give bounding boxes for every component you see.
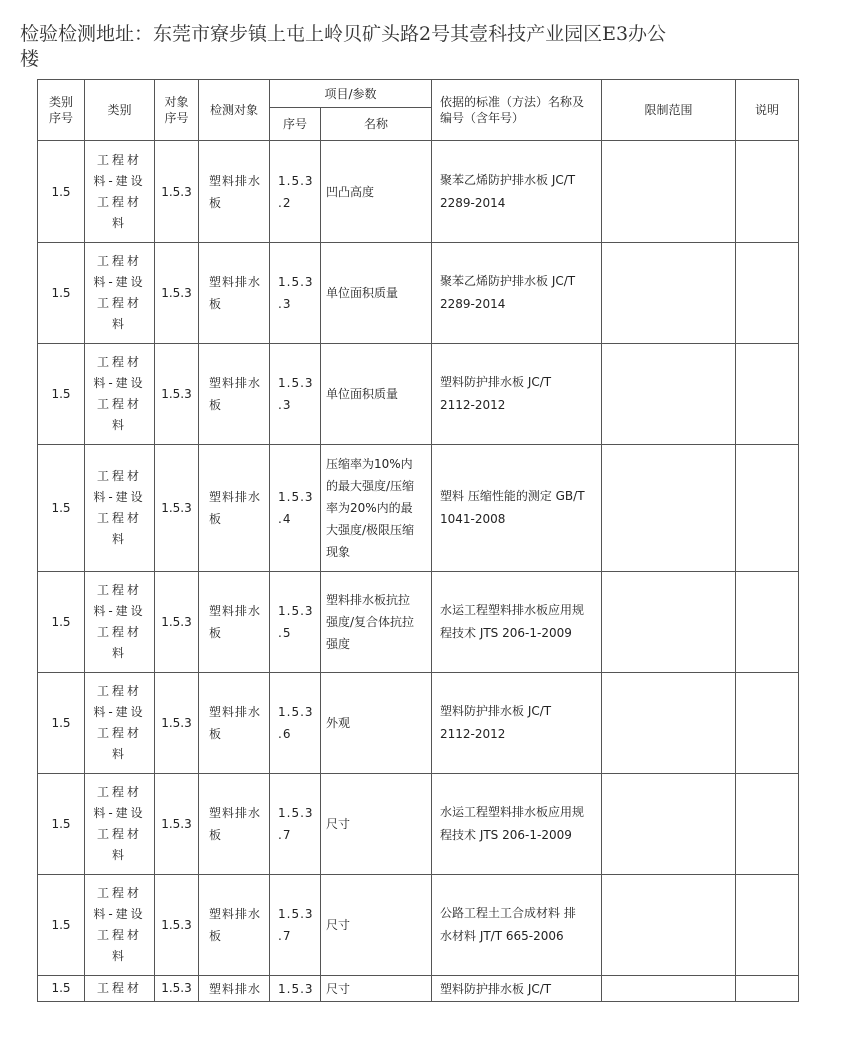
cell-category-line: 工程材 bbox=[96, 827, 142, 841]
cell-category-line: 料-建设 bbox=[93, 705, 146, 719]
cell-category bbox=[85, 572, 155, 673]
cell-category-line: 工程材 bbox=[96, 583, 142, 597]
address-line-1: 检验检测地址：东莞市寮步镇上屯上岭贝矿头路2号其壹科技产业园区E3办公 bbox=[20, 23, 667, 45]
cell-item-name bbox=[321, 243, 432, 344]
cell-category bbox=[85, 774, 155, 875]
cell-limit bbox=[602, 344, 736, 445]
cell-category-line: 工程材 bbox=[96, 397, 142, 411]
cell-item-seq-line: .3 bbox=[278, 297, 292, 311]
cell-category-line: 料-建设 bbox=[93, 806, 146, 820]
cell-item-seq bbox=[270, 572, 321, 673]
cell-category-line: 料 bbox=[111, 532, 127, 546]
cell-object-line: 塑料排水 bbox=[209, 806, 262, 820]
cell-standard bbox=[432, 673, 602, 774]
header-cat-seq: 类别 序号 bbox=[38, 80, 85, 141]
cell-category-line: 料-建设 bbox=[93, 490, 146, 504]
cell-category-line: 工程材 bbox=[96, 785, 142, 799]
cell-standard-line: 水运工程塑料排水板应用规 bbox=[440, 805, 585, 819]
cell-cat-seq: 1.5 bbox=[38, 344, 85, 445]
cell-category-line: 工程材 bbox=[96, 886, 142, 900]
header-obj: 检测对象 bbox=[199, 80, 270, 141]
cell-cat-seq: 1.5 bbox=[38, 243, 85, 344]
table-row bbox=[38, 774, 799, 875]
cell-item-name bbox=[321, 572, 432, 673]
cell-item-name-line: 单位面积质量 bbox=[326, 387, 399, 401]
cell-category-line: 工程材 bbox=[96, 152, 142, 167]
cell-item-name-line: 现象 bbox=[326, 545, 351, 559]
cell-object-line: 板 bbox=[209, 398, 223, 412]
cell-item-name bbox=[321, 976, 432, 1002]
cell-item-seq-line: .5 bbox=[278, 626, 292, 640]
cell-category-line: 料-建设 bbox=[93, 907, 146, 921]
cell-item-seq-line: .4 bbox=[278, 512, 292, 526]
cell-item-name-line: 尺寸 bbox=[326, 817, 351, 831]
table-row bbox=[38, 976, 799, 1002]
cell-object bbox=[199, 141, 270, 243]
cell-category-line: 工程材 bbox=[96, 355, 142, 369]
cell-item-name-line: 强度 bbox=[326, 637, 351, 651]
page-header bbox=[20, 22, 820, 72]
inspection-table bbox=[37, 79, 799, 1002]
cell-item-name-line: 塑料排水板抗拉 bbox=[326, 593, 411, 607]
cell-item-seq-line: .3 bbox=[278, 398, 292, 412]
cell-item-name bbox=[321, 141, 432, 243]
cell-object bbox=[199, 875, 270, 976]
cell-cat-seq: 1.5 bbox=[38, 774, 85, 875]
cell-item-seq-line: 1.5.3 bbox=[278, 907, 314, 921]
cell-standard-line: 1041-2008 bbox=[440, 512, 506, 526]
cell-item-seq-line: 1.5.3 bbox=[278, 806, 314, 820]
cell-cat-seq: 1.5 bbox=[38, 875, 85, 976]
cell-obj-seq: 1.5.3 bbox=[155, 673, 199, 774]
cell-object-line: 塑料排水 bbox=[209, 907, 262, 921]
cell-obj-seq: 1.5.3 bbox=[155, 875, 199, 976]
cell-note bbox=[736, 774, 799, 875]
cell-category-line: 工程材 bbox=[96, 981, 142, 995]
cell-category-line: 工程材 bbox=[96, 625, 142, 639]
header-item-group: 项目/参数 bbox=[270, 80, 432, 108]
cell-item-seq-line: 1.5.3 bbox=[278, 376, 314, 390]
cell-item-seq bbox=[270, 673, 321, 774]
cell-item-name bbox=[321, 344, 432, 445]
table-row bbox=[38, 141, 799, 243]
table-row bbox=[38, 243, 799, 344]
cell-standard bbox=[432, 344, 602, 445]
cell-object bbox=[199, 976, 270, 1002]
table-row bbox=[38, 572, 799, 673]
table-row bbox=[38, 673, 799, 774]
cell-object-line: 板 bbox=[209, 512, 223, 526]
cell-item-seq-line: 1.5.3 bbox=[278, 490, 314, 504]
cell-category-line: 料-建设 bbox=[93, 173, 146, 188]
cell-standard-line: 水材料 JT/T 665-2006 bbox=[440, 929, 564, 943]
cell-limit bbox=[602, 774, 736, 875]
header-cat: 类别 bbox=[85, 80, 155, 141]
cell-category bbox=[85, 976, 155, 1002]
cell-object-line: 板 bbox=[209, 727, 223, 741]
cell-object bbox=[199, 243, 270, 344]
cell-limit bbox=[602, 243, 736, 344]
cell-object bbox=[199, 673, 270, 774]
cell-category-line: 料-建设 bbox=[93, 604, 146, 618]
header-note: 说明 bbox=[736, 80, 799, 141]
table-row bbox=[38, 875, 799, 976]
cell-object-line: 板 bbox=[209, 195, 223, 210]
cell-item-name bbox=[321, 673, 432, 774]
cell-standard-line: 塑料 压缩性能的测定 GB/T bbox=[440, 489, 585, 503]
cell-category bbox=[85, 141, 155, 243]
cell-category-line: 料 bbox=[111, 215, 127, 230]
cell-limit bbox=[602, 673, 736, 774]
table-row bbox=[38, 445, 799, 572]
table-row bbox=[38, 344, 799, 445]
cell-object-line: 板 bbox=[209, 828, 223, 842]
cell-note bbox=[736, 243, 799, 344]
cell-cat-seq: 1.5 bbox=[38, 445, 85, 572]
cell-limit bbox=[602, 445, 736, 572]
cell-item-seq-line: .7 bbox=[278, 929, 292, 943]
cell-limit bbox=[602, 572, 736, 673]
cell-item-seq-line: 1.5.3 bbox=[278, 275, 314, 289]
cell-cat-seq: 1.5 bbox=[38, 673, 85, 774]
cell-object bbox=[199, 572, 270, 673]
cell-object-line: 板 bbox=[209, 929, 223, 943]
cell-note bbox=[736, 344, 799, 445]
cell-standard bbox=[432, 774, 602, 875]
cell-limit bbox=[602, 875, 736, 976]
cell-item-seq-line: 1.5.3 bbox=[278, 604, 314, 618]
cell-standard-line: 塑料防护排水板 JC/T bbox=[440, 375, 552, 389]
cell-object-line: 板 bbox=[209, 297, 223, 311]
cell-item-seq-line: 1.5.3 bbox=[278, 173, 314, 188]
cell-item-name-line: 的最大强度/压缩 bbox=[326, 479, 415, 493]
header-std: 依据的标准（方法）名称及 编号（含年号） bbox=[432, 80, 602, 141]
cell-cat-seq: 1.5 bbox=[38, 976, 85, 1002]
cell-item-seq bbox=[270, 976, 321, 1002]
cell-object-line: 塑料排水 bbox=[209, 376, 262, 390]
cell-item-name-line: 率为20%内的最 bbox=[326, 501, 413, 515]
cell-cat-seq: 1.5 bbox=[38, 141, 85, 243]
cell-category-line: 工程材 bbox=[96, 254, 142, 268]
cell-standard-line: 2289-2014 bbox=[440, 195, 506, 210]
cell-standard bbox=[432, 875, 602, 976]
cell-item-seq bbox=[270, 344, 321, 445]
cell-category bbox=[85, 445, 155, 572]
cell-item-seq-line: 1.5.3 bbox=[278, 705, 314, 719]
cell-object bbox=[199, 344, 270, 445]
cell-item-seq bbox=[270, 774, 321, 875]
cell-limit bbox=[602, 976, 736, 1002]
header-item-seq: 序号 bbox=[270, 108, 321, 141]
cell-item-name bbox=[321, 445, 432, 572]
cell-standard bbox=[432, 445, 602, 572]
cell-object-line: 板 bbox=[209, 626, 223, 640]
cell-category-line: 工程材 bbox=[96, 194, 142, 209]
cell-note bbox=[736, 875, 799, 976]
cell-note bbox=[736, 976, 799, 1002]
cell-obj-seq: 1.5.3 bbox=[155, 344, 199, 445]
cell-category-line: 工程材 bbox=[96, 469, 142, 483]
cell-standard-line: 水运工程塑料排水板应用规 bbox=[440, 603, 585, 617]
cell-limit bbox=[602, 141, 736, 243]
cell-item-seq-line: 1.5.3 bbox=[278, 982, 314, 996]
cell-category-line: 工程材 bbox=[96, 726, 142, 740]
cell-category-line: 料 bbox=[111, 848, 127, 862]
cell-item-name bbox=[321, 875, 432, 976]
cell-object-line: 塑料排水 bbox=[209, 604, 262, 618]
cell-category-line: 料 bbox=[111, 747, 127, 761]
cell-object-line: 塑料排水 bbox=[209, 705, 262, 719]
cell-category bbox=[85, 243, 155, 344]
cell-category bbox=[85, 673, 155, 774]
cell-item-seq-line: .2 bbox=[278, 195, 292, 210]
cell-standard-line: 聚苯乙烯防护排水板 JC/T bbox=[440, 274, 576, 288]
cell-item-seq bbox=[270, 243, 321, 344]
cell-note bbox=[736, 445, 799, 572]
cell-item-name-line: 强度/复合体抗拉 bbox=[326, 615, 415, 629]
cell-standard-line: 程技术 JTS 206-1-2009 bbox=[440, 828, 572, 842]
cell-obj-seq: 1.5.3 bbox=[155, 976, 199, 1002]
cell-item-name-line: 凹凸高度 bbox=[326, 184, 375, 199]
cell-item-name-line: 尺寸 bbox=[326, 982, 351, 996]
cell-note bbox=[736, 673, 799, 774]
cell-category-line: 料 bbox=[111, 646, 127, 660]
cell-category-line: 料-建设 bbox=[93, 376, 146, 390]
cell-object-line: 塑料排水 bbox=[209, 490, 262, 504]
cell-note bbox=[736, 572, 799, 673]
cell-standard bbox=[432, 976, 602, 1002]
cell-standard bbox=[432, 141, 602, 243]
cell-category-line: 工程材 bbox=[96, 928, 142, 942]
cell-obj-seq: 1.5.3 bbox=[155, 243, 199, 344]
header-obj-seq: 对象 序号 bbox=[155, 80, 199, 141]
cell-standard-line: 公路工程土工合成材料 排 bbox=[440, 906, 576, 920]
cell-obj-seq: 1.5.3 bbox=[155, 141, 199, 243]
address-line-2: 楼 bbox=[20, 48, 40, 70]
cell-category-line: 料-建设 bbox=[93, 275, 146, 289]
cell-item-name-line: 压缩率为10%内 bbox=[326, 457, 413, 471]
cell-item-name-line: 外观 bbox=[326, 716, 351, 730]
cell-note bbox=[736, 141, 799, 243]
cell-category-line: 料 bbox=[111, 418, 127, 432]
cell-item-seq bbox=[270, 875, 321, 976]
cell-standard-line: 程技术 JTS 206-1-2009 bbox=[440, 626, 572, 640]
header-limit: 限制范围 bbox=[602, 80, 736, 141]
cell-category-line: 工程材 bbox=[96, 511, 142, 525]
cell-item-seq-line: .6 bbox=[278, 727, 292, 741]
header-item-name: 名称 bbox=[321, 108, 432, 141]
cell-category-line: 料 bbox=[111, 949, 127, 963]
cell-category-line: 工程材 bbox=[96, 684, 142, 698]
cell-item-seq bbox=[270, 445, 321, 572]
cell-category-line: 工程材 bbox=[96, 296, 142, 310]
cell-item-name-line: 大强度/极限压缩 bbox=[326, 523, 415, 537]
cell-object-line: 塑料排水 bbox=[209, 982, 262, 996]
cell-obj-seq: 1.5.3 bbox=[155, 445, 199, 572]
cell-item-seq bbox=[270, 141, 321, 243]
cell-object bbox=[199, 774, 270, 875]
cell-item-name-line: 尺寸 bbox=[326, 918, 351, 932]
cell-standard-line: 2289-2014 bbox=[440, 297, 506, 311]
cell-category-line: 料 bbox=[111, 317, 127, 331]
cell-standard-line: 塑料防护排水板 JC/T bbox=[440, 704, 552, 718]
cell-obj-seq: 1.5.3 bbox=[155, 572, 199, 673]
cell-standard-line: 2112-2012 bbox=[440, 727, 506, 741]
cell-standard bbox=[432, 243, 602, 344]
cell-standard-line: 聚苯乙烯防护排水板 JC/T bbox=[440, 172, 576, 187]
cell-category bbox=[85, 344, 155, 445]
cell-object bbox=[199, 445, 270, 572]
cell-category bbox=[85, 875, 155, 976]
cell-item-name bbox=[321, 774, 432, 875]
cell-item-seq-line: .7 bbox=[278, 828, 292, 842]
cell-object-line: 塑料排水 bbox=[209, 173, 262, 188]
cell-standard-line: 塑料防护排水板 JC/T bbox=[440, 982, 552, 996]
cell-item-name-line: 单位面积质量 bbox=[326, 286, 399, 300]
cell-cat-seq: 1.5 bbox=[38, 572, 85, 673]
cell-obj-seq: 1.5.3 bbox=[155, 774, 199, 875]
cell-standard bbox=[432, 572, 602, 673]
cell-standard-line: 2112-2012 bbox=[440, 398, 506, 412]
cell-object-line: 塑料排水 bbox=[209, 275, 262, 289]
